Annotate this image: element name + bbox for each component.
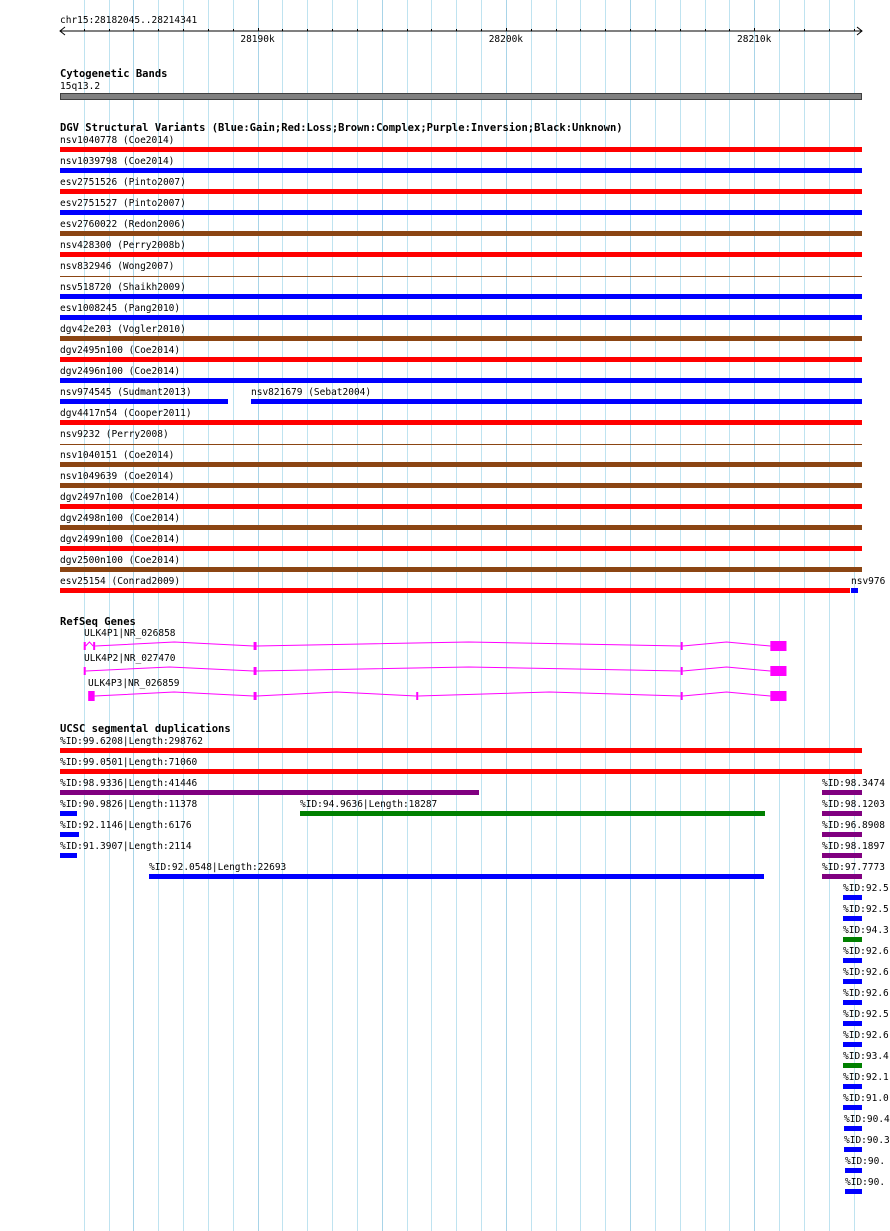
segdup-label[interactable]: %ID:92.6 xyxy=(843,967,889,978)
variant-bar[interactable] xyxy=(60,504,862,509)
variant-bar[interactable] xyxy=(60,399,228,404)
variant-label[interactable]: dgv4417n54 (Cooper2011) xyxy=(60,408,192,419)
segdup-label[interactable]: %ID:99.0501|Length:71060 xyxy=(60,757,198,768)
variant-bar[interactable] xyxy=(60,546,862,551)
segdup-label[interactable]: %ID:98.1203 xyxy=(822,799,885,810)
segdup-label[interactable]: %ID:93.4 xyxy=(843,1051,889,1062)
variant-bar[interactable] xyxy=(60,567,862,572)
segdup-bar[interactable] xyxy=(822,811,862,816)
variant-bar[interactable] xyxy=(60,483,862,488)
variant-bar[interactable] xyxy=(60,189,862,194)
segdup-bar[interactable] xyxy=(149,874,764,879)
variant-bar[interactable] xyxy=(60,525,862,530)
gene-label[interactable]: ULK4P2|NR_027470 xyxy=(84,653,176,664)
variant-label[interactable]: esv2760022 (Redon2006) xyxy=(60,219,186,230)
segdup-label[interactable]: %ID:98.3474 xyxy=(822,778,885,789)
segdup-bar[interactable] xyxy=(843,1021,862,1026)
segdup-label[interactable]: %ID:91.3907|Length:2114 xyxy=(60,841,192,852)
segdup-label[interactable]: %ID:94.3 xyxy=(843,925,889,936)
variant-bar[interactable] xyxy=(251,399,862,404)
segdup-bar[interactable] xyxy=(60,748,862,753)
variant-label[interactable]: nsv1049639 (Coe2014) xyxy=(60,471,175,482)
variant-label[interactable]: dgv2496n100 (Coe2014) xyxy=(60,366,181,377)
variant-bar[interactable] xyxy=(60,357,862,362)
segdup-label[interactable]: %ID:92.6 xyxy=(843,988,889,999)
variant-label[interactable]: nsv1040151 (Coe2014) xyxy=(60,450,175,461)
variant-label[interactable]: esv2751526 (Pinto2007) xyxy=(60,177,186,188)
variant-bar[interactable] xyxy=(851,588,858,593)
variant-label[interactable]: esv2751527 (Pinto2007) xyxy=(60,198,186,209)
segdup-label[interactable]: %ID:92.1146|Length:6176 xyxy=(60,820,192,831)
ruler-tick-label: 28190k xyxy=(240,34,275,45)
track-title-dgv: DGV Structural Variants (Blue:Gain;Red:Loss;Brown:Complex;Purple:Inversion;Black:Unknown) xyxy=(60,122,623,134)
segdup-bar[interactable] xyxy=(60,790,479,795)
variant-bar[interactable] xyxy=(60,462,862,467)
variant-bar[interactable] xyxy=(60,276,862,277)
segdup-label[interactable]: %ID:90.9826|Length:11378 xyxy=(60,799,198,810)
variant-label[interactable]: nsv821679 (Sebat2004) xyxy=(251,387,372,398)
variant-bar[interactable] xyxy=(60,252,862,257)
track-title-cytobands: Cytogenetic Bands xyxy=(60,68,168,80)
segdup-bar[interactable] xyxy=(844,1126,862,1131)
segdup-label[interactable]: %ID:99.6208|Length:298762 xyxy=(60,736,203,747)
variant-bar[interactable] xyxy=(60,168,862,173)
segdup-bar[interactable] xyxy=(843,1042,862,1047)
segdup-label[interactable]: %ID:98.9336|Length:41446 xyxy=(60,778,198,789)
segdup-label[interactable]: %ID:98.1897 xyxy=(822,841,885,852)
segdup-bar[interactable] xyxy=(822,853,862,858)
segdup-label[interactable]: %ID:97.7773 xyxy=(822,862,885,873)
gene-label[interactable]: ULK4P1|NR_026858 xyxy=(84,628,176,639)
segdup-bar[interactable] xyxy=(843,958,862,963)
segdup-label[interactable]: %ID:92.5 xyxy=(843,904,889,915)
variant-bar[interactable] xyxy=(60,315,862,320)
segdup-bar[interactable] xyxy=(822,832,862,837)
segdup-bar[interactable] xyxy=(843,916,862,921)
segdup-label[interactable]: %ID:92.5 xyxy=(843,1009,889,1020)
segdup-bar[interactable] xyxy=(843,1105,862,1110)
segdup-label[interactable]: %ID:94.9636|Length:18287 xyxy=(300,799,438,810)
cytoband-bar[interactable] xyxy=(60,93,862,100)
segdup-label[interactable]: %ID:92.6 xyxy=(843,1030,889,1041)
variant-label[interactable]: nsv428300 (Perry2008b) xyxy=(60,240,186,251)
segdup-bar[interactable] xyxy=(845,1168,862,1173)
variant-label[interactable]: nsv9232 (Perry2008) xyxy=(60,429,169,440)
track-title-segdups: UCSC segmental duplications xyxy=(60,723,231,735)
variant-bar[interactable] xyxy=(60,231,862,236)
segdup-label[interactable]: %ID:92.6 xyxy=(843,946,889,957)
variant-label[interactable]: nsv974545 (Sudmant2013) xyxy=(60,387,192,398)
variant-label[interactable]: dgv2500n100 (Coe2014) xyxy=(60,555,181,566)
segdup-label[interactable]: %ID:90. xyxy=(845,1156,886,1167)
segdup-label[interactable]: %ID:90.4 xyxy=(844,1114,890,1125)
scale-ruler xyxy=(0,0,890,40)
ruler-tick-label: 28210k xyxy=(737,34,772,45)
variant-label[interactable]: dgv2499n100 (Coe2014) xyxy=(60,534,181,545)
variant-bar[interactable] xyxy=(60,444,862,445)
segdup-bar[interactable] xyxy=(843,979,862,984)
variant-label[interactable]: dgv42e203 (Vogler2010) xyxy=(60,324,186,335)
variant-bar[interactable] xyxy=(60,147,862,152)
cytoband-label[interactable]: 15q13.2 xyxy=(60,81,101,92)
variant-label[interactable]: nsv832946 (Wong2007) xyxy=(60,261,175,272)
segdup-label[interactable]: %ID:92.1 xyxy=(843,1072,889,1083)
variant-bar[interactable] xyxy=(60,420,862,425)
segdup-bar[interactable] xyxy=(822,790,862,795)
gene-label[interactable]: ULK4P3|NR_026859 xyxy=(88,678,180,689)
segdup-bar[interactable] xyxy=(843,895,862,900)
segdup-bar[interactable] xyxy=(844,1147,862,1152)
variant-bar[interactable] xyxy=(60,336,862,341)
variant-label[interactable]: dgv2495n100 (Coe2014) xyxy=(60,345,181,356)
segdup-bar[interactable] xyxy=(845,1189,862,1194)
variant-bar[interactable] xyxy=(60,588,850,593)
variant-bar[interactable] xyxy=(60,210,862,215)
variant-label[interactable]: nsv976 xyxy=(851,576,886,587)
track-title-refseq: RefSeq Genes xyxy=(60,616,136,628)
ruler-tick-label: 28200k xyxy=(488,34,524,45)
segdup-bar[interactable] xyxy=(60,811,77,816)
segdup-label[interactable]: %ID:92.0548|Length:22693 xyxy=(149,862,287,873)
location-label: chr15:28182045..28214341 xyxy=(60,15,198,26)
segdup-bar[interactable] xyxy=(300,811,765,816)
variant-label[interactable]: dgv2498n100 (Coe2014) xyxy=(60,513,181,524)
variant-label[interactable]: nsv518720 (Shaikh2009) xyxy=(60,282,186,293)
segdup-bar[interactable] xyxy=(60,769,862,774)
segdup-bar[interactable] xyxy=(843,937,862,942)
variant-bar[interactable] xyxy=(60,378,862,383)
variant-label[interactable]: nsv1040778 (Coe2014) xyxy=(60,135,175,146)
variant-bar[interactable] xyxy=(60,294,862,299)
variant-label[interactable]: dgv2497n100 (Coe2014) xyxy=(60,492,181,503)
variant-label[interactable]: esv25154 (Conrad2009) xyxy=(60,576,181,587)
segdup-label[interactable]: %ID:90.3 xyxy=(844,1135,890,1146)
segdup-bar[interactable] xyxy=(843,1063,862,1068)
variant-label[interactable]: nsv1039798 (Coe2014) xyxy=(60,156,175,167)
segdup-label[interactable]: %ID:91.0 xyxy=(843,1093,889,1104)
segdup-label[interactable]: %ID:90. xyxy=(845,1177,886,1188)
segdup-label[interactable]: %ID:92.5 xyxy=(843,883,889,894)
segdup-bar[interactable] xyxy=(60,832,79,837)
segdup-bar[interactable] xyxy=(843,1084,862,1089)
variant-label[interactable]: esv1008245 (Pang2010) xyxy=(60,303,181,314)
segdup-label[interactable]: %ID:96.8908 xyxy=(822,820,885,831)
segdup-bar[interactable] xyxy=(60,853,77,858)
segdup-bar[interactable] xyxy=(822,874,862,879)
segdup-bar[interactable] xyxy=(843,1000,862,1005)
